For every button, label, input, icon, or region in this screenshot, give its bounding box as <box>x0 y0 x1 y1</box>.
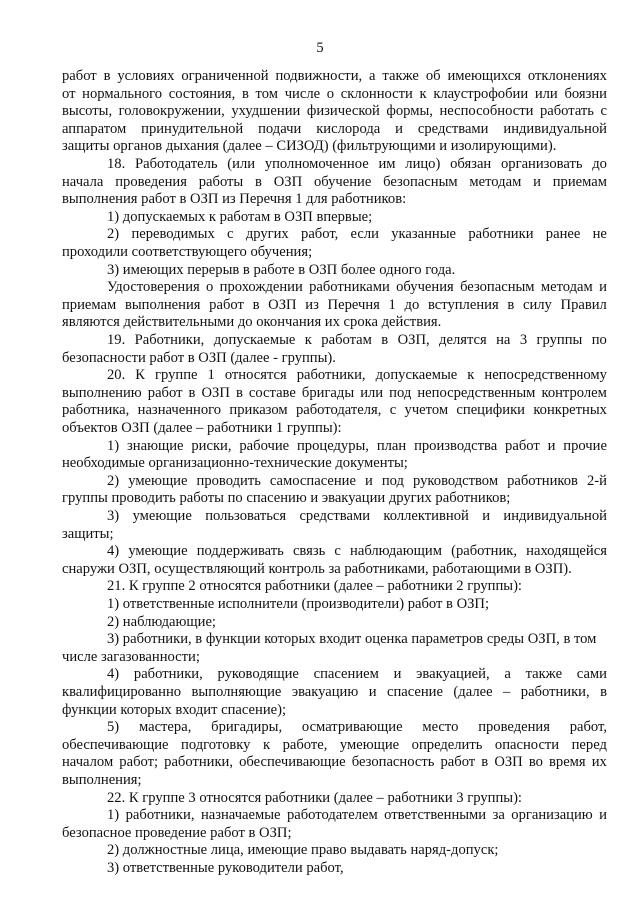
word: учетом <box>404 402 449 419</box>
word: с <box>600 103 607 120</box>
word: вступления <box>427 296 499 313</box>
word: умеющие <box>128 543 188 560</box>
word: (далее <box>453 684 493 700</box>
word: не <box>592 226 607 243</box>
word: и <box>368 684 377 700</box>
word: с <box>334 543 341 560</box>
word: обучение <box>313 173 372 190</box>
word: работ <box>209 296 244 313</box>
word: высоты, <box>62 103 113 120</box>
word: 1) <box>107 437 120 454</box>
text-line: необходимые организационно-технические документы; <box>62 455 408 472</box>
word: умеющие <box>132 508 192 524</box>
text-line: безопасное проведение работ в ОЗП; <box>62 824 292 841</box>
word: работе, <box>282 736 328 753</box>
text-line: снаружи ОЗП, осуществляющий контроль за работниками, работающими в ОЗП). <box>62 560 572 577</box>
word: или <box>534 85 558 102</box>
word: обучения <box>396 279 454 296</box>
word: работодателя, <box>295 402 382 419</box>
word: имеющихся <box>447 68 521 84</box>
word: ОЗП, <box>397 332 430 348</box>
word: аппаратом <box>62 120 127 137</box>
word: умеющие <box>128 472 188 489</box>
word: о <box>326 85 335 102</box>
word: план <box>376 437 407 454</box>
word: 4) <box>107 666 120 683</box>
word: в <box>507 296 515 313</box>
word: 1 <box>388 296 396 313</box>
word: работников <box>507 472 578 489</box>
word: 19. <box>107 332 126 348</box>
word: квалифицированно <box>62 684 182 700</box>
word: непосредственным <box>417 384 536 401</box>
word: безопасность <box>351 754 435 771</box>
word: работодателем <box>286 807 378 824</box>
word: к <box>304 332 312 348</box>
word: осматривающие <box>301 719 403 736</box>
text-line: 2) должностные лица, имеющие право выдавать наряд-допуск; <box>107 842 499 859</box>
word: под <box>389 384 412 401</box>
text-line: 2) наблюдающие; <box>107 613 216 630</box>
word: в <box>600 684 607 700</box>
word: во <box>528 754 543 771</box>
word: 3 <box>519 332 528 348</box>
word: на <box>496 332 511 348</box>
word: эвакуацию <box>291 684 359 700</box>
word: по <box>591 332 607 348</box>
word: о <box>206 279 214 296</box>
word: процедуры, <box>296 437 369 454</box>
word: под <box>381 472 404 489</box>
word: коллективной <box>383 508 469 524</box>
word: индивидуальной <box>503 120 607 137</box>
word: и <box>547 437 556 454</box>
word: работники, <box>125 807 195 824</box>
word: ОЗП <box>494 754 523 771</box>
word: ограниченной <box>181 68 269 84</box>
word: работ <box>62 68 97 84</box>
word: и <box>599 279 607 296</box>
word: работники, <box>133 666 203 683</box>
word: составе <box>248 384 296 401</box>
word: также <box>382 68 419 84</box>
word: приемам <box>62 296 117 313</box>
word: начала <box>62 173 104 190</box>
page-number: 5 <box>316 40 324 56</box>
word: допускаемые <box>375 367 458 384</box>
word: методам <box>469 173 522 190</box>
word: специфики <box>456 402 525 419</box>
word: назначенного <box>137 402 222 419</box>
word: Правил <box>560 296 607 313</box>
word: спасение <box>386 684 443 700</box>
word: непосредственному <box>484 367 607 384</box>
word: прочие <box>563 437 607 454</box>
word: в <box>103 68 111 84</box>
word: делятся <box>439 332 487 348</box>
word: в <box>241 85 249 102</box>
word: выполняющие <box>191 684 282 700</box>
word: нормального <box>82 85 163 102</box>
word: назначаемые <box>200 807 281 824</box>
word: работниками <box>309 279 390 296</box>
word: 18. <box>107 156 126 172</box>
word: работ <box>147 384 183 401</box>
word: ухудшении <box>231 103 301 120</box>
word: ранее <box>545 226 581 243</box>
word: перед <box>571 736 607 753</box>
word: а <box>504 666 511 683</box>
text-line: выполнения работ в ОЗП из Перечня 1 для работников: <box>62 191 407 208</box>
word: (или <box>227 156 256 172</box>
word: связь <box>292 543 326 560</box>
word: из <box>305 296 319 313</box>
word: в <box>481 754 489 771</box>
word: их <box>591 754 607 771</box>
word: индивидуальной <box>503 508 607 524</box>
word: 2-й <box>587 472 607 489</box>
text-line: 1) ответственные исполнители (производители) работ в ОЗП; <box>107 596 490 612</box>
word: поддерживать <box>196 543 284 560</box>
word: руководством <box>413 472 499 489</box>
word: приемам <box>552 173 607 190</box>
word: до <box>592 156 607 172</box>
word: работ <box>505 437 540 454</box>
word: головокружении, <box>118 103 225 120</box>
word: находящейся <box>526 543 607 560</box>
text-line <box>107 506 607 526</box>
word: 20. <box>107 367 126 384</box>
word: 2) <box>107 472 120 489</box>
word: определить <box>411 736 483 753</box>
word: или <box>360 384 384 401</box>
text-line: выполнения; <box>62 772 142 788</box>
word: средствами <box>417 120 489 137</box>
word: спасением <box>313 666 379 683</box>
word: кислорода <box>316 120 381 137</box>
word: и <box>364 472 373 489</box>
word: и <box>393 666 402 683</box>
word: к <box>262 736 271 753</box>
word: им <box>378 156 396 172</box>
word: если <box>350 226 379 243</box>
word: организацию <box>511 807 593 824</box>
word: переводимых <box>131 226 215 243</box>
text-line: группы проводить работы по спасению и эвакуации других работников; <box>62 490 511 507</box>
word: место <box>422 719 459 736</box>
word: Работодатель <box>135 156 218 172</box>
word: бригадиры, <box>211 719 283 736</box>
word: ОЗП <box>201 384 230 401</box>
word: работники <box>468 226 534 243</box>
word: работам <box>321 332 372 348</box>
word: работника, <box>62 402 130 419</box>
word: мастера, <box>138 719 192 736</box>
word: работ <box>440 754 476 771</box>
word: и <box>599 807 607 824</box>
word: с <box>227 226 234 243</box>
word: в <box>255 173 262 190</box>
word: работы <box>198 173 244 190</box>
word: опасности <box>494 736 560 753</box>
word: до <box>404 296 420 313</box>
word: организовать <box>501 156 583 172</box>
word: бригады <box>301 384 355 401</box>
word: 5) <box>107 719 120 736</box>
word: ответственными <box>384 807 487 824</box>
word: руководящие <box>217 666 299 683</box>
word: группы <box>536 332 583 348</box>
word: силу <box>522 296 552 313</box>
word: и <box>533 173 541 190</box>
word: условиях <box>117 68 175 84</box>
word: допускаемые <box>213 332 296 348</box>
word: в <box>381 332 389 348</box>
text-line: защиты органов дыхания (далее – СИЗОД) (фильтрующими и изолирующими). <box>62 138 557 155</box>
word: началом <box>62 754 114 771</box>
word: а <box>369 68 376 84</box>
word: состояния, <box>168 85 236 102</box>
word: в <box>235 384 243 401</box>
word: неспособности <box>439 103 534 120</box>
text-line: 3) ответственные руководители работ, <box>107 860 344 876</box>
word: указанные <box>391 226 457 243</box>
text-line: защиты; <box>62 525 114 542</box>
word: 4) <box>107 543 120 560</box>
word: подвижности, <box>275 68 363 84</box>
text-line: безопасности работ в ОЗП (далее - группы). <box>62 349 336 366</box>
word: работать <box>539 103 594 120</box>
word: сами <box>576 666 607 683</box>
word: производства <box>414 437 498 454</box>
text-line: числе загазованности; <box>62 648 200 665</box>
word: конкретных <box>533 402 607 419</box>
word: ОЗП <box>268 296 297 313</box>
word: умеющие <box>339 736 400 753</box>
word: также <box>525 666 563 683</box>
word: в <box>188 384 196 401</box>
word: работники, <box>164 754 234 771</box>
word: в <box>252 296 260 313</box>
word: уполномоченное <box>264 156 369 172</box>
word: числе <box>284 85 321 102</box>
word: Перечня <box>327 296 380 313</box>
word: обязан <box>450 156 492 172</box>
word: (работник, <box>451 543 517 560</box>
word: выполнения <box>124 296 201 313</box>
word: формы, <box>386 103 433 120</box>
word: физической <box>306 103 380 120</box>
word: проведения <box>478 719 550 736</box>
word: знающие <box>127 437 184 454</box>
text-line: являются действительными до окончания их срока действия. <box>62 314 442 331</box>
word: К <box>135 367 145 384</box>
word: 1 <box>207 367 215 384</box>
word: отклонениях <box>527 68 607 84</box>
word: клаустрофобии <box>433 85 529 102</box>
word: прохождении <box>219 279 303 296</box>
word: пользоваться <box>205 508 287 524</box>
word: – <box>503 684 511 700</box>
word: склонности <box>340 85 413 102</box>
word: безопасным <box>383 173 458 190</box>
word: ОЗП <box>273 173 303 190</box>
word: от <box>62 85 76 102</box>
word: к <box>419 85 427 102</box>
text-line: 3) имеющих перерыв в работе в ОЗП более одного года. <box>107 261 456 278</box>
word: обеспечивающие <box>239 754 346 771</box>
word: проведения <box>115 173 187 190</box>
text-line: 22. К группе 3 относятся работники (далее – работники 3 группы): <box>107 789 522 806</box>
word: контролем <box>541 384 607 401</box>
word: других <box>245 226 289 243</box>
word: 3) <box>107 508 120 524</box>
word: подачи <box>258 120 302 137</box>
word: 2) <box>107 226 120 243</box>
word: принудительной <box>141 120 244 137</box>
word: за <box>492 807 505 824</box>
word: безопасным <box>460 279 535 296</box>
word: подготовку <box>181 736 251 753</box>
word: эвакуацией, <box>416 666 490 683</box>
word: выполнению <box>62 384 142 401</box>
word: и <box>395 120 403 137</box>
word: работники, <box>520 684 590 700</box>
text-line: 21. К группе 2 относятся работники (далее – работники 2 группы): <box>107 578 522 595</box>
word: Работники, <box>134 332 205 348</box>
text-line: 1) допускаемых к работам в ОЗП впервые; <box>107 208 373 225</box>
word: обеспечивающие <box>62 736 169 753</box>
word: относятся <box>224 367 287 384</box>
word: средствами <box>299 508 371 524</box>
text-line: проходили соответствующего обучения; <box>62 244 313 260</box>
word: проводить <box>196 472 261 489</box>
word: лицо) <box>405 156 441 172</box>
word: риски, <box>191 437 232 454</box>
word: наблюдающим <box>350 543 442 560</box>
word: и <box>482 508 490 524</box>
word: время <box>549 754 586 771</box>
word: с <box>389 402 397 419</box>
word: работ; <box>119 754 159 771</box>
word: рабочие <box>239 437 290 454</box>
word: методам <box>540 279 593 296</box>
word: том <box>255 85 278 102</box>
word: 1) <box>107 807 120 824</box>
word: приказом <box>229 402 288 419</box>
text-line: 3) работники, в функции которых входит оценка параметров среды ОЗП, в том <box>107 631 597 648</box>
text-line: функции которых входит спасение); <box>62 701 287 718</box>
word: к <box>467 367 475 384</box>
word: Удостоверения <box>107 279 200 296</box>
word: самоспасение <box>269 472 356 489</box>
word: работ, <box>569 719 607 736</box>
word: работники, <box>296 367 366 384</box>
word: об <box>425 68 441 84</box>
text-line: объектов ОЗП (далее – работники 1 группы): <box>62 420 342 436</box>
word: боязни <box>564 85 607 102</box>
word: группе <box>155 367 198 384</box>
word: работ, <box>301 226 339 243</box>
